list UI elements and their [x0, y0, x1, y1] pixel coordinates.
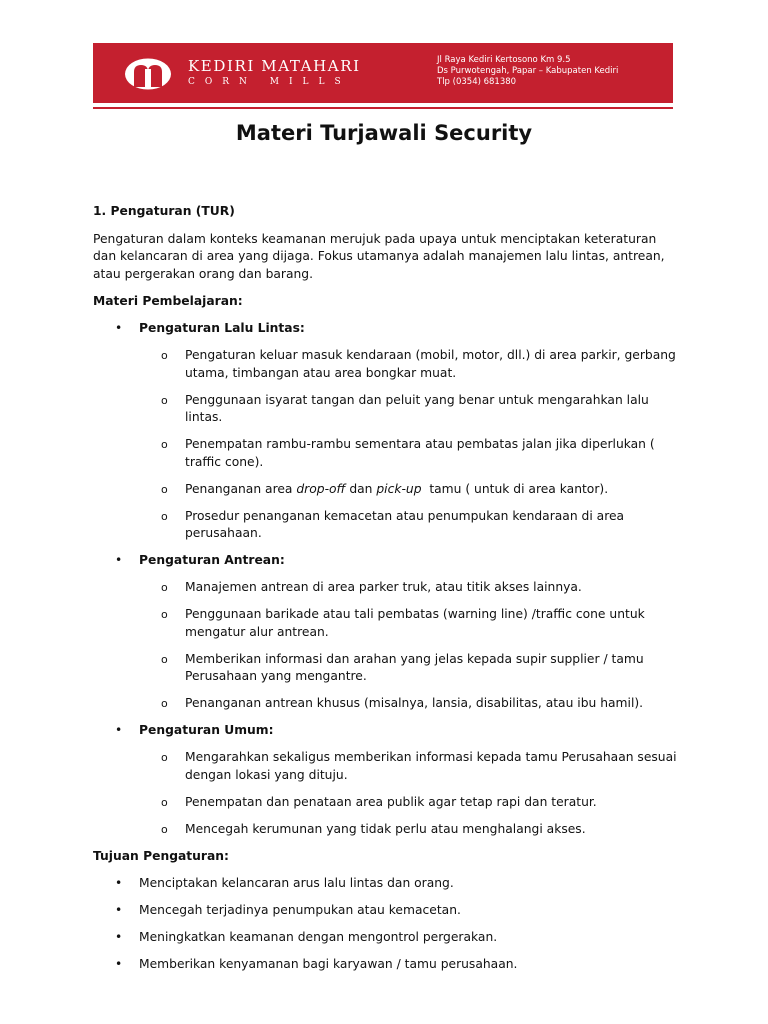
address-line: Ds Purwotengah, Papar – Kabupaten Kediri — [437, 66, 619, 76]
sub-list — [139, 749, 678, 838]
group-label: Pengaturan Umum: — [139, 723, 274, 737]
sub-bullet-icon: o — [161, 509, 168, 523]
item-text: Pengaturan keluar masuk kendaraan (mobil, motor, dll.) di area parkir, gerbang utama, timbangan atau area bongkar muat. — [185, 348, 676, 380]
sub-bullet-icon: o — [161, 482, 168, 496]
item-text: Memberikan informasi dan arahan yang jelas kepada supir supplier / tamu Perusahaan yang mengantre. — [185, 651, 644, 683]
item-text: Mengarahkan sekaligus memberikan informasi kepada tamu Perusahaan sesuai dengan lokasi yang dituju. — [185, 750, 677, 782]
item-text: Prosedur penanganan kemacetan atau penumpukan kendaraan di area perusahaan. — [185, 508, 625, 540]
sub-bullet-icon: o — [161, 751, 168, 764]
bullet-icon: • — [115, 553, 123, 567]
bullet-icon: • — [115, 903, 123, 917]
item-text-emphasis: drop-off — [296, 481, 346, 496]
sub-bullet-icon: o — [161, 697, 168, 710]
item-text-pre: Penanganan area — [185, 481, 297, 496]
sub-list-item — [139, 749, 678, 784]
item-text: Penempatan dan penataan area publik agar tetap rapi dan teratur. — [185, 794, 597, 809]
brand-name: KEDIRI MATAHARI — [188, 57, 361, 75]
sub-bullet-icon: o — [161, 822, 168, 836]
sub-list — [139, 347, 678, 543]
list-item — [93, 722, 678, 838]
sub-list-item — [139, 481, 678, 499]
sub-list-item — [139, 392, 678, 427]
sub-list-item — [139, 695, 678, 713]
letterhead-banner — [93, 43, 673, 103]
sub-bullet-icon: o — [161, 652, 168, 666]
brand-block — [188, 57, 361, 88]
sub-bullet-icon: o — [161, 581, 168, 594]
brand-subtitle: CORN MILLS — [188, 77, 351, 87]
document-body — [93, 203, 678, 974]
sub-list-item — [139, 347, 678, 382]
item-text: Penempatan rambu-rambu sementara atau pembatas jalan jika diperlukan ( traffic cone). — [185, 437, 655, 469]
item-text: Penggunaan isyarat tangan dan peluit yang benar untuk mengarahkan lalu lintas. — [185, 392, 649, 424]
item-text: Memberikan kenyamanan bagi karyawan / tamu perusahaan. — [139, 957, 518, 971]
document-title: Materi Turjawali Security — [235, 121, 533, 145]
tujuan-label: Tujuan Pengaturan: — [93, 849, 229, 863]
sub-list-item — [139, 579, 678, 597]
bullet-icon: • — [115, 321, 123, 335]
item-text: Penanganan antrean khusus (misalnya, lansia, disabilitas, atau ibu hamil). — [185, 696, 644, 710]
item-text-emphasis: pick-up — [376, 481, 422, 496]
group-label: Pengaturan Lalu Lintas: — [139, 321, 305, 335]
intro-paragraph: Pengaturan dalam konteks keamanan merujuk pada upaya untuk menciptakan keteraturan dan kelancaran di area yang dijaga. Fokus utamanya adalah manajemen lalu lintas, antrean, atau pergerakan orang dan barang. — [93, 231, 665, 281]
materi-list — [93, 320, 678, 838]
item-text-mid: dan — [345, 481, 377, 496]
list-item — [93, 875, 678, 893]
bullet-icon: • — [115, 723, 123, 737]
item-text: Mencegah terjadinya penumpukan atau kemacetan. — [139, 903, 461, 917]
item-text: Meningkatkan keamanan dengan mengontrol pergerakan. — [139, 930, 498, 944]
sub-list-item — [139, 436, 678, 471]
sub-list — [139, 579, 678, 713]
phone-line: Tlp (0354) 681380 — [437, 77, 517, 87]
address-line: Jl Raya Kediri Kertosono Km 9.5 — [437, 55, 571, 65]
sub-list-item — [139, 606, 678, 641]
tujuan-list — [93, 875, 678, 974]
item-text: Penggunaan barikade atau tali pembatas (warning line) /traffic cone untuk mengatur alur antrean. — [185, 607, 645, 639]
list-item — [93, 320, 678, 543]
item-text: Menciptakan kelancaran arus lalu lintas dan orang. — [139, 876, 454, 890]
sub-list-item — [139, 508, 678, 543]
sub-list-item — [139, 821, 678, 839]
sub-bullet-icon: o — [161, 393, 168, 407]
item-text-post: tamu ( untuk di area kantor). — [421, 481, 609, 496]
bullet-icon: • — [115, 930, 123, 944]
group-label: Pengaturan Antrean: — [139, 553, 285, 567]
sub-list-item — [139, 794, 678, 812]
item-text: Mencegah kerumunan yang tidak perlu atau menghalangi akses. — [185, 821, 586, 836]
list-item — [93, 902, 678, 920]
company-address — [437, 55, 618, 88]
sub-bullet-icon: o — [161, 438, 168, 451]
list-item — [93, 552, 678, 713]
list-item — [93, 929, 678, 947]
section-heading: 1. Pengaturan (TUR) — [93, 204, 235, 218]
sub-bullet-icon: o — [161, 349, 168, 362]
bullet-icon: • — [115, 876, 123, 890]
list-item — [93, 956, 678, 974]
materi-label: Materi Pembelajaran: — [93, 294, 243, 308]
sub-bullet-icon: o — [161, 795, 168, 809]
letterhead-rule — [93, 107, 673, 109]
item-text: Manajemen antrean di area parker truk, atau titik akses lainnya. — [185, 580, 582, 594]
bullet-icon: • — [115, 957, 123, 971]
sub-bullet-icon: o — [161, 608, 168, 621]
kediri-matahari-logo-icon — [123, 57, 173, 91]
sub-list-item — [139, 651, 678, 686]
